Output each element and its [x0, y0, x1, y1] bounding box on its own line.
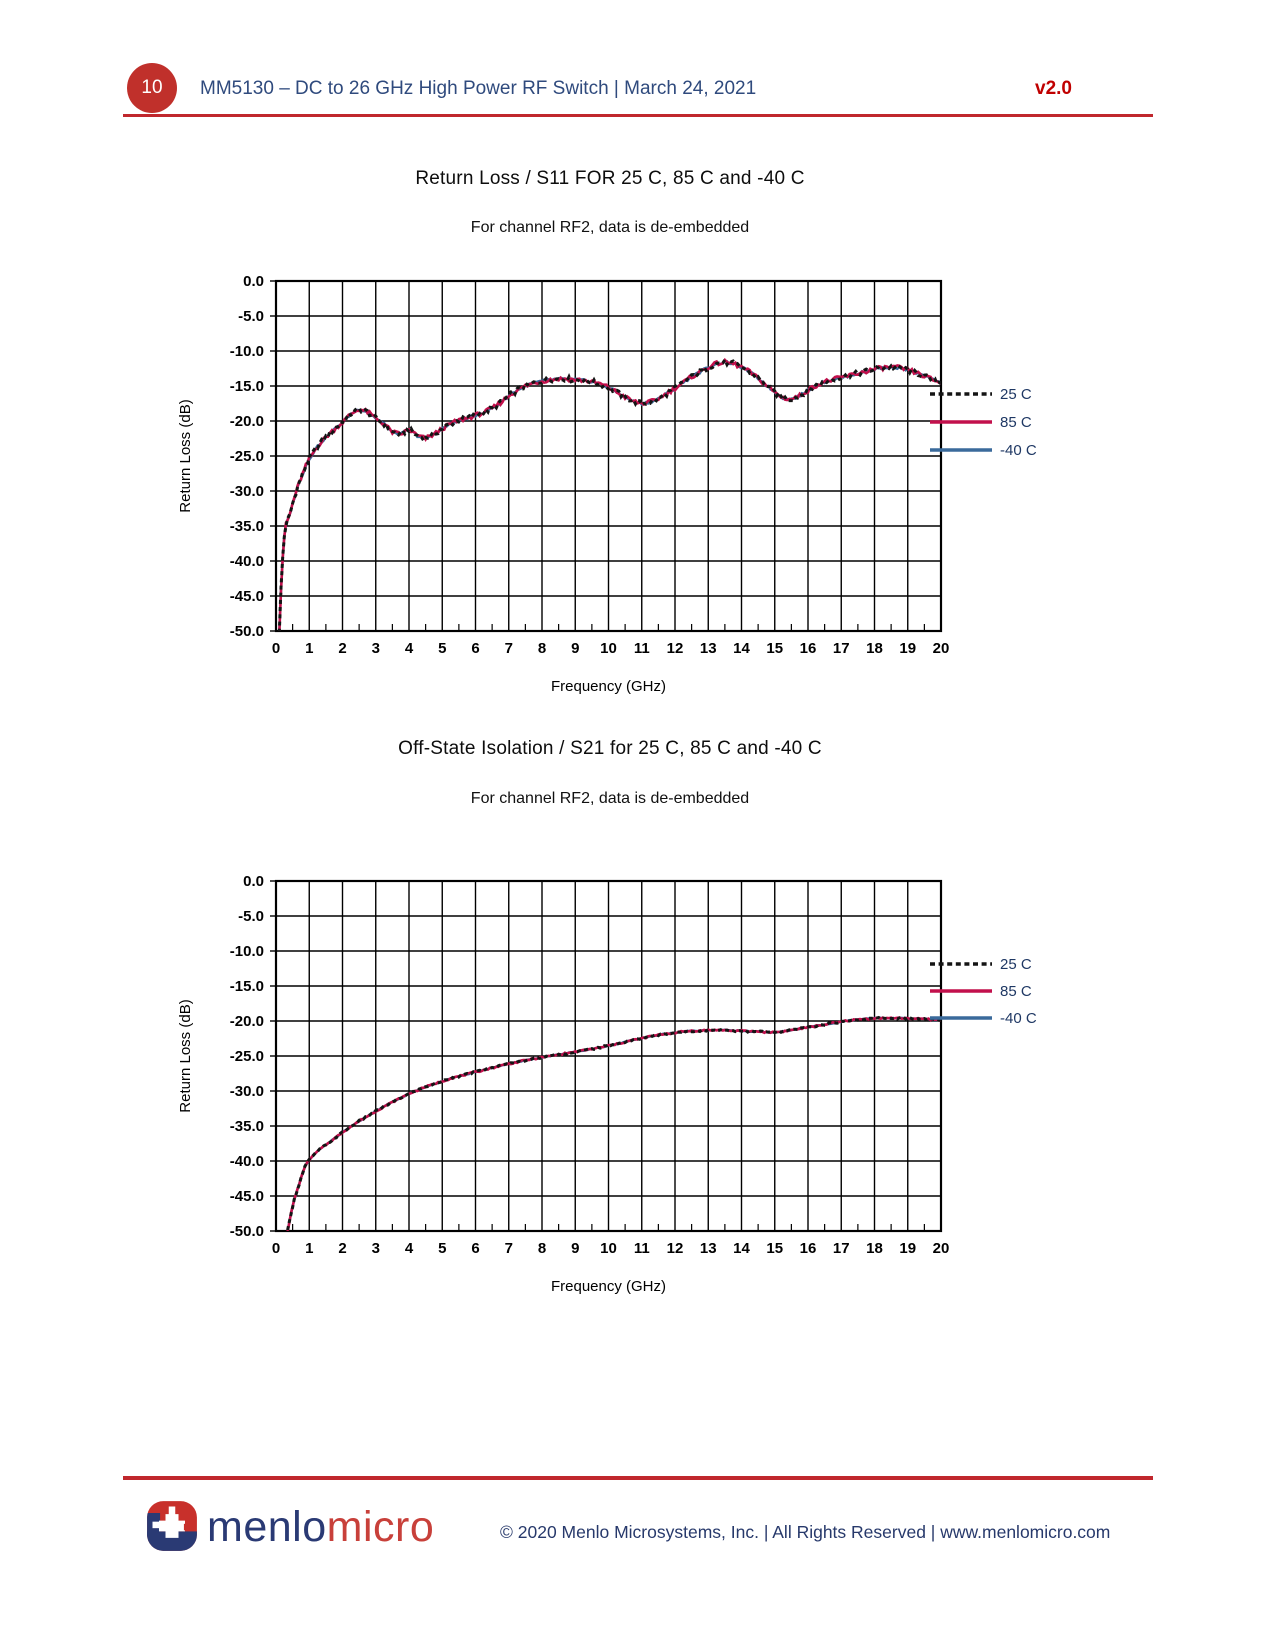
svg-text:9: 9 — [571, 1240, 580, 1257]
svg-text:12: 12 — [666, 1240, 684, 1257]
svg-text:6: 6 — [471, 640, 480, 657]
return-loss-chart — [150, 248, 1100, 713]
svg-text:0: 0 — [271, 640, 281, 657]
svg-text:4: 4 — [404, 1240, 414, 1257]
svg-text:Frequency (GHz): Frequency (GHz) — [550, 1278, 667, 1295]
svg-text:85 C: 85 C — [1000, 414, 1032, 431]
svg-text:14: 14 — [733, 640, 750, 657]
svg-text:Return Loss (dB): Return Loss (dB) — [177, 399, 194, 513]
svg-text:5: 5 — [438, 640, 447, 657]
svg-text:12: 12 — [666, 640, 684, 657]
page-number-badge — [127, 63, 177, 113]
svg-text:-50.0: -50.0 — [229, 1223, 264, 1240]
svg-text:1: 1 — [305, 640, 314, 657]
svg-text:Return Loss (dB): Return Loss (dB) — [177, 999, 194, 1113]
svg-text:3: 3 — [371, 640, 380, 657]
svg-text:2: 2 — [338, 640, 347, 657]
svg-text:15: 15 — [766, 1240, 784, 1257]
svg-text:14: 14 — [733, 1240, 750, 1257]
svg-text:18: 18 — [866, 1240, 883, 1257]
svg-text:10: 10 — [600, 640, 617, 657]
svg-text:7: 7 — [504, 640, 513, 657]
svg-text:17: 17 — [832, 640, 850, 657]
svg-text:1: 1 — [305, 1240, 314, 1257]
svg-text:13: 13 — [699, 640, 717, 657]
svg-text:-5.0: -5.0 — [238, 308, 264, 325]
isolation-chart — [150, 848, 1100, 1313]
svg-text:0.0: 0.0 — [243, 873, 264, 890]
menlomicro-logo-icon — [146, 1500, 198, 1552]
svg-text:13: 13 — [699, 1240, 717, 1257]
header-divider — [123, 114, 1153, 117]
svg-text:-40 C: -40 C — [1000, 442, 1037, 459]
page-number: 10 — [141, 77, 163, 98]
svg-text:11: 11 — [633, 1240, 650, 1257]
header-title: MM5130 – DC to 26 GHz High Power RF Switch | March 24, 2021 — [200, 78, 757, 99]
svg-text:16: 16 — [799, 640, 817, 657]
chart2-title: Off-State Isolation / S21 for 25 C, 85 C and -40 C — [398, 738, 822, 759]
svg-text:-40.0: -40.0 — [229, 1153, 264, 1170]
menlomicro-wordmark — [207, 1503, 434, 1552]
footer-divider — [123, 1476, 1153, 1480]
return-loss-plot — [150, 248, 1100, 713]
svg-text:5: 5 — [438, 1240, 447, 1257]
svg-text:-15.0: -15.0 — [229, 378, 264, 395]
svg-text:-30.0: -30.0 — [229, 483, 264, 500]
chart1-subtitle: For channel RF2, data is de-embedded — [470, 219, 750, 236]
svg-text:17: 17 — [832, 1240, 850, 1257]
svg-text:15: 15 — [766, 640, 784, 657]
svg-text:-40 C: -40 C — [1000, 1010, 1037, 1027]
svg-text:20: 20 — [932, 640, 950, 657]
svg-text:-20.0: -20.0 — [229, 1013, 264, 1030]
svg-text:16: 16 — [799, 1240, 817, 1257]
svg-text:0.0: 0.0 — [243, 273, 264, 290]
svg-text:-45.0: -45.0 — [229, 588, 264, 605]
svg-text:Frequency (GHz): Frequency (GHz) — [550, 678, 667, 695]
svg-text:4: 4 — [404, 640, 414, 657]
wordmark-menlo: menlo — [207, 1503, 327, 1551]
svg-text:19: 19 — [899, 1240, 917, 1257]
svg-text:9: 9 — [571, 640, 580, 657]
svg-text:3: 3 — [371, 1240, 380, 1257]
header-version: v2.0 — [1035, 78, 1072, 99]
svg-text:-25.0: -25.0 — [229, 1048, 264, 1065]
chart2-subtitle: For channel RF2, data is de-embedded — [470, 790, 750, 807]
svg-text:85 C: 85 C — [1000, 983, 1032, 1000]
svg-text:-10.0: -10.0 — [229, 343, 264, 360]
svg-text:0: 0 — [271, 1240, 281, 1257]
svg-text:11: 11 — [633, 640, 650, 657]
wordmark-micro: micro — [326, 1503, 435, 1551]
footer-copyright: © 2020 Menlo Microsystems, Inc. | All Rights Reserved | www.menlomicro.com — [500, 1522, 1111, 1542]
svg-text:18: 18 — [866, 640, 883, 657]
svg-text:-35.0: -35.0 — [229, 1118, 264, 1135]
chart1-title: Return Loss / S11 FOR 25 C, 85 C and -40 C — [415, 168, 805, 189]
svg-text:-35.0: -35.0 — [229, 518, 264, 535]
svg-text:8: 8 — [537, 640, 547, 657]
svg-text:-5.0: -5.0 — [238, 908, 264, 925]
svg-text:-45.0: -45.0 — [229, 1188, 264, 1205]
svg-text:7: 7 — [504, 1240, 513, 1257]
isolation-plot — [150, 848, 1100, 1313]
svg-text:2: 2 — [338, 1240, 347, 1257]
svg-text:-25.0: -25.0 — [229, 448, 264, 465]
svg-text:-15.0: -15.0 — [229, 978, 264, 995]
svg-text:8: 8 — [537, 1240, 547, 1257]
svg-text:-20.0: -20.0 — [229, 413, 264, 430]
svg-text:-30.0: -30.0 — [229, 1083, 264, 1100]
svg-text:6: 6 — [471, 1240, 480, 1257]
svg-text:20: 20 — [932, 1240, 950, 1257]
svg-text:-40.0: -40.0 — [229, 553, 264, 570]
svg-text:25 C: 25 C — [1000, 956, 1032, 973]
svg-text:19: 19 — [899, 640, 917, 657]
svg-text:25 C: 25 C — [1000, 386, 1032, 403]
svg-text:10: 10 — [600, 1240, 617, 1257]
svg-text:-10.0: -10.0 — [229, 943, 264, 960]
svg-text:-50.0: -50.0 — [229, 623, 264, 640]
